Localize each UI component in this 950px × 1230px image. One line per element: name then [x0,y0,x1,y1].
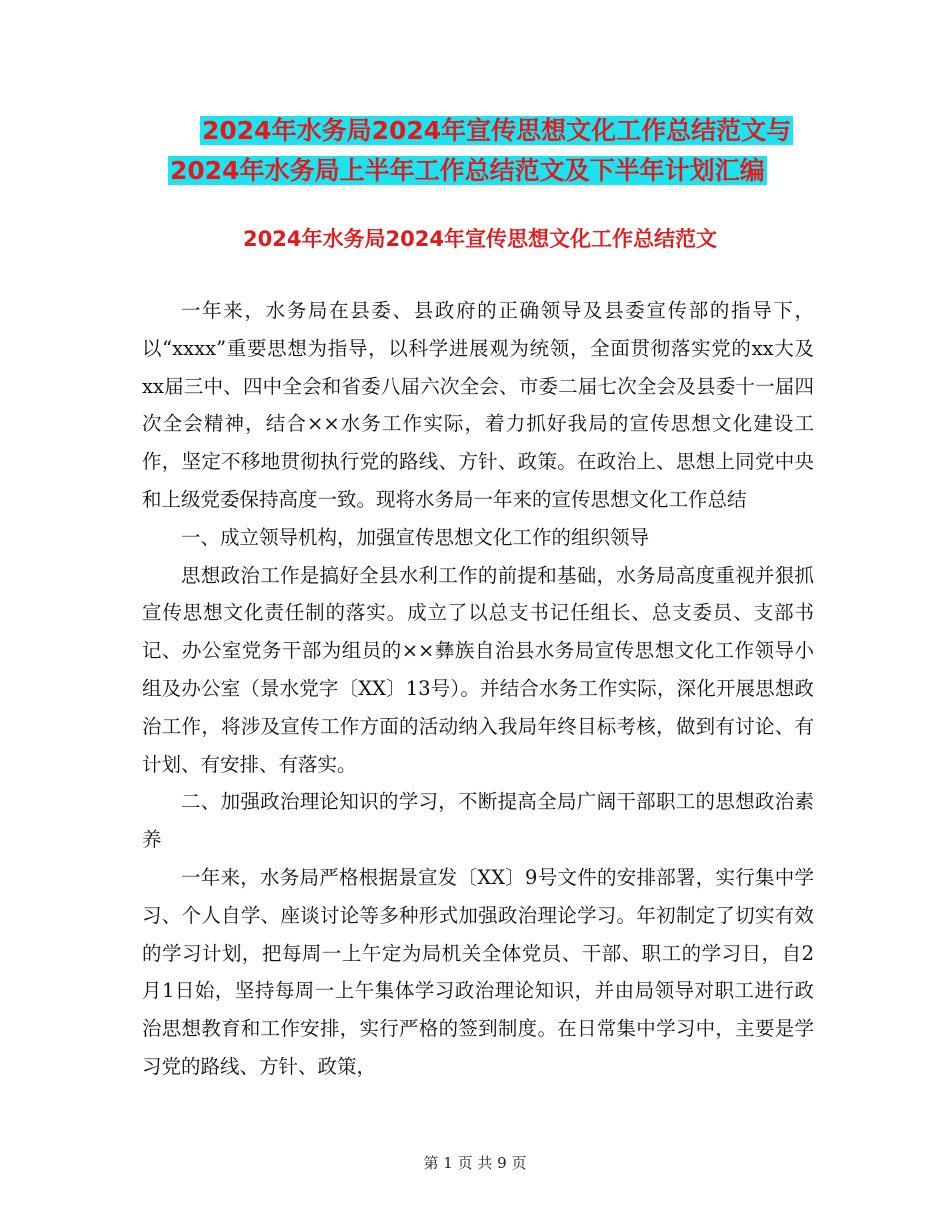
paragraph-intro: 一年来，水务局在县委、县政府的正确领导及县委宣传部的指导下，以“xxxx”重要思想为指导，以科学进展观为统领，全面贯彻落实党的xx大及xx届三中、四中全会和省委八届六次全会、市委二届七次全会及县委十一届四次全会精神，结合××水务工作实际，着力抓好我局的宣传思想文化建设工作，坚定不移地贯彻执行党的路线、方针、政策。在政治上、思想上同党中央和上级党委保持高度一致。现将水务局一年来的宣传思想文化工作总结 [142,299,814,511]
heading-section-2: 二、加强政治理论知识的学习，不断提高全局广阔干部职工的思想政治素养 [142,790,814,852]
title-highlight-1: 2024年水务局2024年宣传思想文化工作总结范文与 [202,116,792,145]
paragraph-section-2: 一年来，水务局严格根据景宣发〔XX〕9号文件的安排部署，实行集中学习、个人自学、座谈讨论等多种形式加强政治理论学习。年初制定了切实有效的学习计划，把每周一上午定为局机关全体党员、干部、职工的学习日，自2月1日始，坚持每周一上午集体学习政治理论知识，并由局领导对职工进行政治思想教育和工作安排，实行严格的签到制度。在日常集中学习中，主要是学习党的路线、方针、政策， [142,865,814,1078]
section-title: 2024年水务局2024年宣传思想文化工作总结范文 [243,227,717,251]
document-title-line-1 [100,112,860,150]
document-title-line-2 [100,152,860,190]
page-footer: 第 1 页 共 9 页 [423,1154,527,1172]
paragraph-section-1: 思想政治工作是搞好全县水利工作的前提和基础，水务局高度重视并狠抓宣传思想文化责任制的落实。成立了以总支书记任组长、总支委员、支部书记、办公室党务干部为组员的××彝族自治县水务局宣传思想文化工作领导小组及办公室（景水党字〔XX〕13号）。并结合水务工作实际，深化开展思想政治工作，将涉及宣传工作方面的活动纳入我局年终目标考核，做到有讨论、有计划、有安排、有落实。 [142,563,814,776]
body-text [142,292,814,1086]
heading-section-1: 一、成立领导机构，加强宣传思想文化工作的组织领导 [181,525,650,549]
title-highlight-2: 2024年水务局上半年工作总结范文及下半年计划汇编 [170,156,765,185]
